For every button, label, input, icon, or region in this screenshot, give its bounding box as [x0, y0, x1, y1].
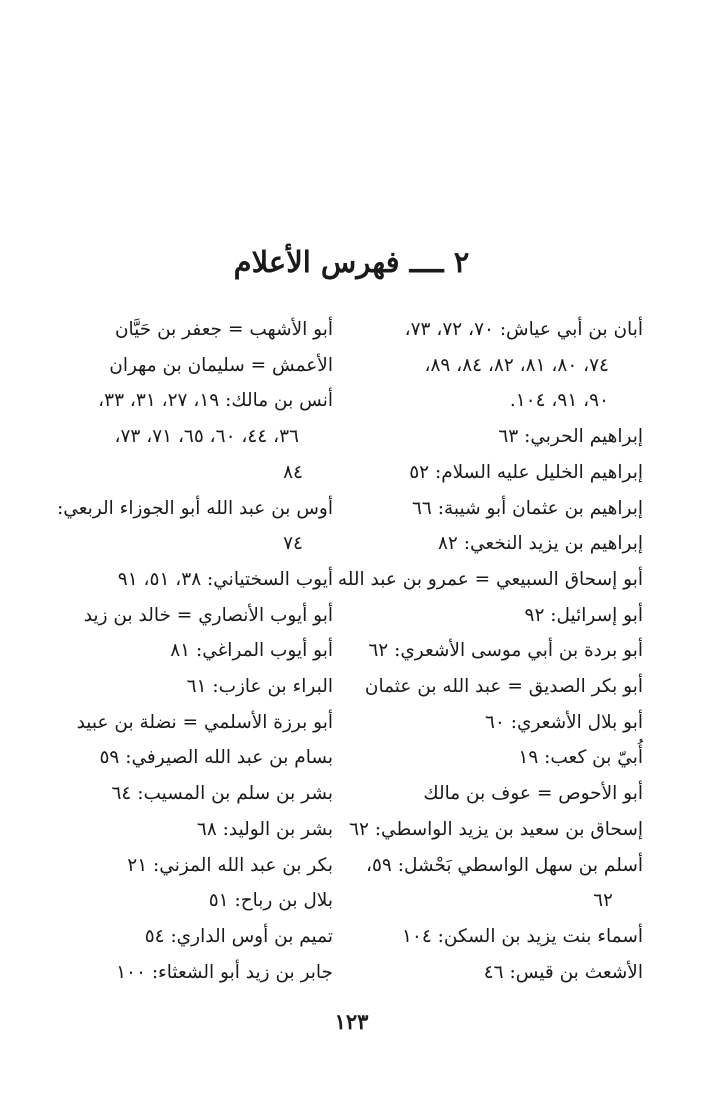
index-entry-continuation: ٦٢ [593, 890, 613, 912]
index-entry: بلال بن رباح: ٥١ [208, 890, 333, 912]
index-entry: بسام بن عبد الله الصيرفي: ٥٩ [99, 747, 333, 769]
index-entry-continuation: ٧٤، ٨٠، ٨١، ٨٢، ٨٤، ٨٩، [424, 354, 609, 376]
index-entry: تميم بن أوس الداري: ٥٤ [144, 925, 333, 947]
index-entry-continuation: ٣٦، ٤٤، ٦٠، ٦٥، ٧١، ٧٣، [114, 426, 299, 448]
index-entry-continuation: ٩٠، ٩١، ١٠٤. [509, 390, 609, 412]
index-entry: أبو الأشهب = جعفر بن حَيَّان [114, 319, 333, 340]
index-entry: أُبيّ بن كعب: ١٩ [518, 747, 643, 769]
index-entry: أبو بلال الأشعري: ٦٠ [484, 711, 643, 733]
index-entry: إبراهيم الحربي: ٦٣ [498, 426, 643, 448]
index-entry: أبو بكر الصديق = عبد الله بن عثمان [364, 676, 643, 698]
index-entry: بشر بن سلم بن المسيب: ٦٤ [111, 783, 333, 805]
index-column-left [57, 312, 333, 990]
index-column-right [337, 312, 643, 990]
index-entry: أبو إسرائيل: ٩٢ [524, 604, 643, 626]
index-entry: أبو بردة بن أبي موسى الأشعري: ٦٢ [368, 640, 643, 662]
index-entry: أيوب السختياني: ٣٨، ٥١، ٩١ [117, 568, 333, 590]
index-entry: أبو أيوب الأنصاري = خالد بن زيد [83, 604, 333, 626]
index-entry: أبو الأحوص = عوف بن مالك [423, 783, 643, 805]
index-entry: بكر بن عبد الله المزني: ٢١ [127, 854, 333, 876]
index-entry: أبو برزة الأسلمي = نضلة بن عبيد [76, 711, 333, 733]
index-entry: بشر بن الوليد: ٦٨ [196, 818, 333, 840]
index-entry: أوس بن عبد الله أبو الجوزاء الربعي: [57, 497, 333, 519]
index-entry-continuation: ٧٤ [283, 533, 303, 555]
index-entry: جابر بن زيد أبو الشعثاء: ١٠٠ [116, 961, 333, 983]
index-entry-continuation: ٨٤ [283, 461, 303, 483]
page-number: ١٢٣ [334, 1009, 369, 1034]
index-entry: أبو أيوب المراغي: ٨١ [170, 640, 333, 662]
index-entry: إبراهيم بن يزيد النخعي: ٨٢ [437, 533, 643, 555]
index-entry: البراء بن عازب: ٦١ [186, 676, 333, 698]
index-entry: أنس بن مالك: ١٩، ٢٧، ٣١، ٣٣، [98, 390, 333, 412]
index-entry: أسماء بنت يزيد بن السكن: ١٠٤ [401, 925, 643, 947]
index-entry: أسلم بن سهل الواسطي بَحْشل: ٥٩، [365, 854, 643, 876]
index-entry: إبراهيم بن عثمان أبو شيبة: ٦٦ [412, 497, 643, 519]
index-entry: إبراهيم الخليل عليه السلام: ٥٢ [409, 461, 643, 483]
index-entry: أبان بن أبي عياش: ٧٠، ٧٢، ٧٣، [404, 319, 643, 340]
index-entry: الأعمش = سليمان بن مهران [109, 354, 333, 376]
index-entry: أبو إسحاق السبيعي = عمرو بن عبد الله [337, 568, 643, 590]
index-entry: الأشعث بن قيس: ٤٦ [483, 961, 643, 983]
index-entry: إسحاق بن سعيد بن يزيد الواسطي: ٦٢ [349, 818, 643, 840]
page-title: ٢ ــــ فهرس الأعلام [233, 245, 470, 279]
